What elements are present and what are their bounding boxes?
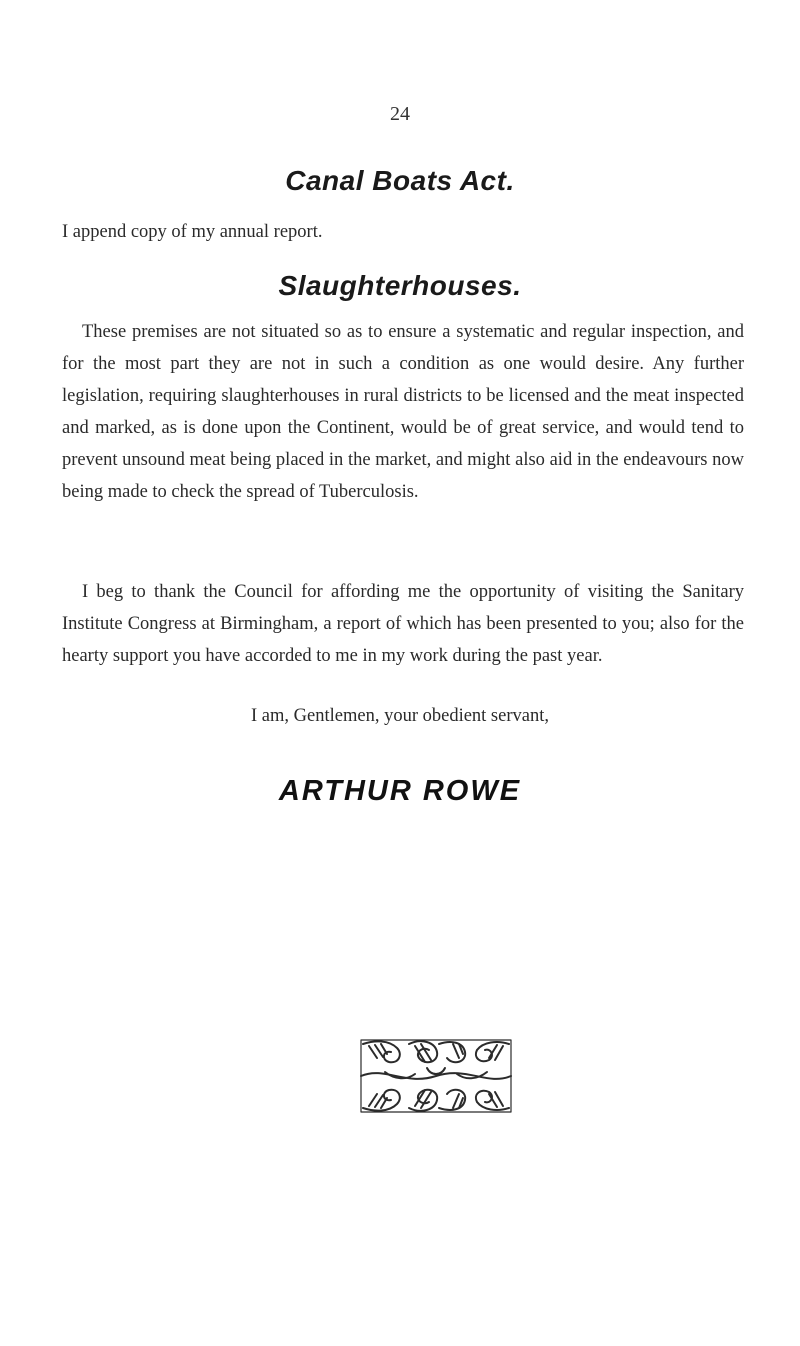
closing-salutation: I am, Gentlemen, your obedient servant,	[251, 706, 549, 726]
page-number: 24	[390, 103, 410, 125]
signature: ARTHUR ROWE	[278, 775, 522, 807]
thanks-paragraph: I beg to thank the Council for affording me the opportunity of visiting the Sanitary Institute Congress at Birmingham, a report of which has been presented to you; also for the hearty support you have accorded to me in my work during the past year.	[62, 582, 744, 666]
slaughterhouses-heading: Slaughterhouses.	[278, 270, 522, 301]
canal-boats-paragraph: I append copy of my annual report.	[62, 222, 323, 242]
slaughterhouses-paragraph: These premises are not situated so as to ensure a systematic and regular inspection, and for the most part they are not in such a condition as one would desire. Any further legislation, requiring slaughterhouses in rural districts to be licensed and the meat inspected and marked, as is done upon the Continent, would be of great service, and would tend to prevent unsound meat being placed in the market, and might also aid in the endeavours now being made to check the spread of Tuberculosis.	[62, 322, 744, 502]
art-nouveau-ornament-icon	[355, 1036, 517, 1116]
canal-boats-heading: Canal Boats Act.	[285, 165, 515, 196]
